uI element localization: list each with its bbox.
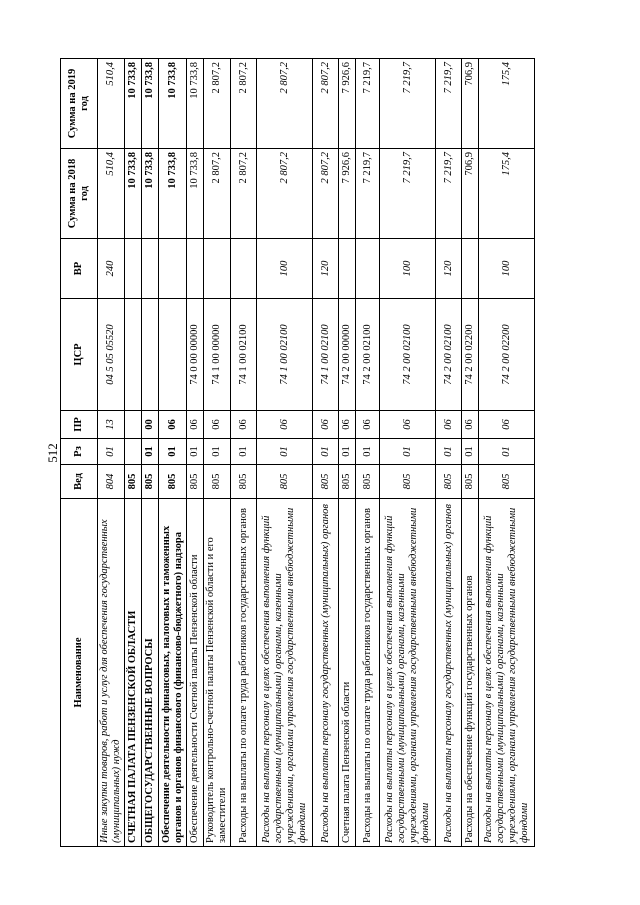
cell-sum-2018: 2 807,2 <box>257 149 313 239</box>
cell-pr: 06 <box>204 411 231 439</box>
cell-vr: 240 <box>98 239 125 299</box>
header-csr: ЦСР <box>61 299 98 411</box>
cell-sum-2019: 7 219,7 <box>436 59 462 149</box>
budget-table <box>60 58 535 847</box>
cell-sum-2018: 7 219,7 <box>436 149 462 239</box>
cell-vr <box>187 239 204 299</box>
header-sum-2018: Сумма на 2018 год <box>61 149 98 239</box>
header-rz: Рз <box>61 439 98 465</box>
header-vr: ВР <box>61 239 98 299</box>
cell-sum-2018: 2 807,2 <box>231 149 257 239</box>
cell-sum-2018: 10 733,8 <box>125 149 142 239</box>
cell-pr: 06 <box>339 411 356 439</box>
cell-rz: 01 <box>98 439 125 465</box>
cell-sum-2018: 510,4 <box>98 149 125 239</box>
cell-csr: 74 2 00 02100 <box>356 299 380 411</box>
cell-vr: 100 <box>479 239 535 299</box>
table-row <box>462 59 479 847</box>
cell-rz: 01 <box>356 439 380 465</box>
cell-name: Счетная палата Пензенской области <box>339 499 356 847</box>
cell-vr <box>462 239 479 299</box>
cell-sum-2019: 175,4 <box>479 59 535 149</box>
cell-name: Обеспечение деятельности Счетной палаты Пензенской области <box>187 499 204 847</box>
cell-rz: 01 <box>479 439 535 465</box>
cell-sum-2018: 10 733,8 <box>142 149 159 239</box>
cell-rz: 01 <box>159 439 187 465</box>
table-row <box>98 59 125 847</box>
cell-sum-2018: 7 219,7 <box>356 149 380 239</box>
cell-rz: 01 <box>436 439 462 465</box>
cell-sum-2018: 2 807,2 <box>204 149 231 239</box>
cell-pr: 06 <box>436 411 462 439</box>
cell-csr: 74 2 00 00000 <box>339 299 356 411</box>
cell-sum-2019: 10 733,8 <box>187 59 204 149</box>
cell-vr <box>231 239 257 299</box>
cell-sum-2018: 2 807,2 <box>313 149 339 239</box>
cell-pr: 06 <box>380 411 436 439</box>
cell-ved: 805 <box>159 465 187 499</box>
cell-ved: 805 <box>125 465 142 499</box>
budget-table-rotated <box>60 59 590 847</box>
cell-sum-2019: 7 219,7 <box>380 59 436 149</box>
cell-name: Обеспечение деятельности финансовых, налоговых и таможенных органов и органов финансового (финансово-бюджетного) надзора <box>159 499 187 847</box>
cell-name: Расходы на выплаты персоналу в целях обеспечения выполнения функций государственными (муниципальными) органами, казенными учреждениями, органами управления государственными внебюджетными фондами <box>479 499 535 847</box>
table-header-row <box>61 59 98 847</box>
cell-ved: 805 <box>231 465 257 499</box>
cell-sum-2018: 706,9 <box>462 149 479 239</box>
cell-sum-2018: 7 926,6 <box>339 149 356 239</box>
cell-csr: 74 1 00 02100 <box>231 299 257 411</box>
cell-name: Расходы на выплаты по оплате труда работников государственных органов <box>231 499 257 847</box>
cell-rz: 01 <box>313 439 339 465</box>
cell-csr: 74 1 00 02100 <box>313 299 339 411</box>
cell-rz: 01 <box>462 439 479 465</box>
table-row <box>339 59 356 847</box>
cell-sum-2019: 2 807,2 <box>313 59 339 149</box>
cell-rz <box>125 439 142 465</box>
cell-pr <box>125 411 142 439</box>
cell-name: Расходы на выплаты персоналу государственных (муниципальных) органов <box>313 499 339 847</box>
cell-ved: 805 <box>380 465 436 499</box>
cell-csr <box>142 299 159 411</box>
cell-csr: 74 2 00 02200 <box>479 299 535 411</box>
cell-vr <box>159 239 187 299</box>
cell-sum-2019: 7 219,7 <box>356 59 380 149</box>
header-pr: ПР <box>61 411 98 439</box>
cell-rz: 01 <box>187 439 204 465</box>
cell-sum-2019: 706,9 <box>462 59 479 149</box>
cell-rz: 01 <box>231 439 257 465</box>
cell-csr: 74 1 00 02100 <box>257 299 313 411</box>
cell-rz: 01 <box>380 439 436 465</box>
table-row <box>479 59 535 847</box>
cell-vr: 100 <box>257 239 313 299</box>
header-name: Наименование <box>61 499 98 847</box>
cell-sum-2019: 7 926,6 <box>339 59 356 149</box>
cell-name: Расходы на выплаты по оплате труда работников государственных органов <box>356 499 380 847</box>
cell-csr: 74 0 00 00000 <box>187 299 204 411</box>
header-ved: Вед <box>61 465 98 499</box>
cell-ved: 805 <box>436 465 462 499</box>
table-row <box>159 59 187 847</box>
cell-pr: 06 <box>313 411 339 439</box>
cell-pr: 06 <box>257 411 313 439</box>
table-row <box>436 59 462 847</box>
table-row <box>231 59 257 847</box>
table-row <box>313 59 339 847</box>
cell-csr: 04 5 05 05520 <box>98 299 125 411</box>
cell-rz: 01 <box>339 439 356 465</box>
cell-vr <box>125 239 142 299</box>
cell-ved: 805 <box>142 465 159 499</box>
cell-ved: 805 <box>462 465 479 499</box>
cell-pr: 06 <box>159 411 187 439</box>
cell-csr <box>125 299 142 411</box>
cell-csr <box>159 299 187 411</box>
header-sum-2019: Сумма на 2019 год <box>61 59 98 149</box>
cell-pr: 06 <box>187 411 204 439</box>
table-row <box>356 59 380 847</box>
cell-ved: 805 <box>479 465 535 499</box>
cell-sum-2018: 10 733,8 <box>159 149 187 239</box>
cell-rz: 01 <box>257 439 313 465</box>
cell-ved: 805 <box>313 465 339 499</box>
cell-csr: 74 2 00 02100 <box>436 299 462 411</box>
cell-name: Расходы на выплаты персоналу в целях обеспечения выполнения функций государственными (муниципальными) органами, казенными учреждениями, органами управления государственными внебюджетными фондами <box>257 499 313 847</box>
cell-sum-2019: 10 733,8 <box>159 59 187 149</box>
cell-name: Расходы на выплаты персоналу государственных (муниципальных) органов <box>436 499 462 847</box>
cell-rz: 01 <box>204 439 231 465</box>
cell-ved: 804 <box>98 465 125 499</box>
cell-vr <box>142 239 159 299</box>
cell-sum-2019: 510,4 <box>98 59 125 149</box>
table-row <box>142 59 159 847</box>
cell-pr: 06 <box>462 411 479 439</box>
cell-vr: 100 <box>380 239 436 299</box>
cell-sum-2018: 7 219,7 <box>380 149 436 239</box>
cell-csr: 74 1 00 00000 <box>204 299 231 411</box>
table-row <box>380 59 436 847</box>
cell-ved: 805 <box>257 465 313 499</box>
cell-name: Руководитель контрольно-счетной палаты Пензенской области и его заместители <box>204 499 231 847</box>
cell-ved: 805 <box>356 465 380 499</box>
table-row <box>125 59 142 847</box>
cell-name: Расходы на выплаты персоналу в целях обеспечения выполнения функций государственными (муниципальными) органами, казенными учреждениями, органами управления государственными внебюджетными фондами <box>380 499 436 847</box>
cell-csr: 74 2 00 02100 <box>380 299 436 411</box>
cell-vr <box>204 239 231 299</box>
cell-ved: 805 <box>204 465 231 499</box>
table-row <box>187 59 204 847</box>
cell-vr <box>339 239 356 299</box>
cell-ved: 805 <box>187 465 204 499</box>
cell-name: Иные закупки товаров, работ и услуг для обеспечения государственных (муниципальных) нужд <box>98 499 125 847</box>
page-number: 512 <box>45 443 60 463</box>
cell-pr: 06 <box>231 411 257 439</box>
cell-pr: 06 <box>479 411 535 439</box>
cell-sum-2019: 2 807,2 <box>204 59 231 149</box>
cell-sum-2019: 2 807,2 <box>257 59 313 149</box>
cell-csr: 74 2 00 02200 <box>462 299 479 411</box>
cell-sum-2019: 10 733,8 <box>125 59 142 149</box>
table-row <box>257 59 313 847</box>
cell-sum-2019: 10 733,8 <box>142 59 159 149</box>
cell-pr: 06 <box>356 411 380 439</box>
cell-vr: 120 <box>436 239 462 299</box>
cell-name: ОБЩЕГОСУДАРСТВЕННЫЕ ВОПРОСЫ <box>142 499 159 847</box>
cell-name: СЧЕТНАЯ ПАЛАТА ПЕНЗЕНСКОЙ ОБЛАСТИ <box>125 499 142 847</box>
cell-sum-2019: 2 807,2 <box>231 59 257 149</box>
cell-sum-2018: 175,4 <box>479 149 535 239</box>
cell-vr: 120 <box>313 239 339 299</box>
table-row <box>204 59 231 847</box>
cell-vr <box>356 239 380 299</box>
cell-rz: 01 <box>142 439 159 465</box>
cell-ved: 805 <box>339 465 356 499</box>
cell-name: Расходы на обеспечение функций государственных органов <box>462 499 479 847</box>
cell-sum-2018: 10 733,8 <box>187 149 204 239</box>
cell-pr: 13 <box>98 411 125 439</box>
cell-pr: 00 <box>142 411 159 439</box>
